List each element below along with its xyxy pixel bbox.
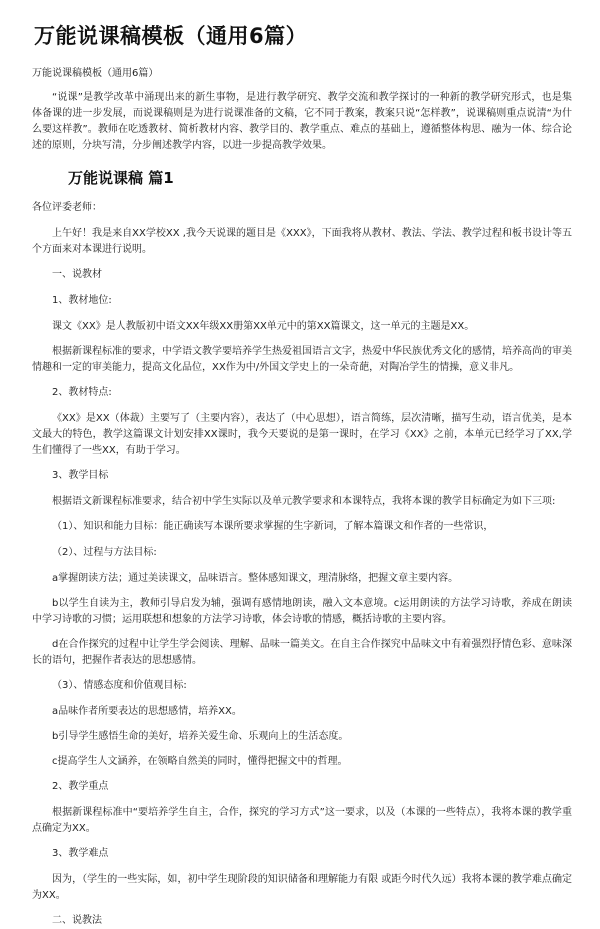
objective-emotion-a: a品味作者所要表达的思想感情，培养XX。 (52, 706, 242, 717)
objective-emotion-b: b引导学生感悟生命的美好，培养关爱生命、乐观向上的生活态度。 (52, 731, 349, 742)
document-title: 万能说课稿模板（通用6篇） (34, 24, 308, 48)
section-heading: 万能说课稿 篇1 (68, 169, 174, 187)
opening-paragraph: 上午好！我是来自XX学校XX ,我今天说课的题目是《XXX》，下面我将从教材、教法、学法、教学过程和板书设计等五个方面来对本课进行说明。 (32, 228, 572, 255)
paragraph-features: 《XX》是XX（体裁）主要写了（主要内容），表达了（中心思想），语言简练，层次清晰，描写生动，语言优美，是本文最大的特色，教学这篇课文计划安排XX课时，我今天要说的是第一课时，在学习《XX》之前，本单元已经学习了XX,学生们懂得了一些XX，有助于学习。 (32, 413, 572, 456)
heading-difficulties: 3、教学难点 (52, 848, 109, 859)
heading-features: 2、教材特点: (52, 387, 112, 398)
paragraph-difficulties: 因为，（学生的一些实际，如，初中学生现阶段的知识储备和理解能力有限 或距今时代久远）我将本课的教学难点确定为XX。 (32, 874, 572, 901)
intro-paragraph: “说课”是教学改革中涌现出来的新生事物，是进行教学研究、教学交流和教学探讨的一种新的教学研究形式，也是集体备课的进一步发展，而说课稿则是为进行说课准备的文稿，它不同于教案，教案只说“怎样教”，说课稿则重点说清“为什么要这样教”。教师在吃透教材、简析教材内容、教学目的、教学重点、难点的基础上，遵循整体构思、融为一体、综合论述的原则，分块写清，分步阐述教学内容，以进一步提高教学效果。 (32, 92, 572, 151)
objective-knowledge: （1）、知识和能力目标：能正确读写本课所要求掌握的生字新词，了解本篇课文和作者的一些常识， (52, 521, 494, 532)
objective-emotion-c: c提高学生人文涵养，在领略自然美的同时，懂得把握文中的哲理。 (52, 756, 348, 767)
objective-process: （2）、过程与方法目标: (52, 547, 157, 558)
objective-emotion: （3）、情感态度和价值观目标: (52, 680, 187, 691)
objective-process-d: d在合作探究的过程中让学生学会阅读、理解、品味一篇美文。在自主合作探究中品味文中有着强烈抒情色彩、意味深长的语句，把握作者表达的思想感情。 (32, 639, 572, 666)
heading-position: 1、教材地位: (52, 295, 112, 306)
greeting: 各位评委老师： (32, 202, 102, 213)
heading-teaching-methods: 二、说教法 (52, 915, 102, 926)
heading-key-points: 2、教学重点 (52, 781, 109, 792)
document-subtitle: 万能说课稿模板（通用6篇） (32, 68, 159, 79)
paragraph-standard: 根据新课程标准的要求，中学语文教学要培养学生热爱祖国语言文字，热爱中华民族优秀文化的感情，培养高尚的审美情趣和一定的审美能力，提高文化品位，XX作为中/外国文学史上的一朵奇葩，对陶冶学生的情操，意义非凡。 (32, 346, 572, 373)
objective-process-b: b以学生自读为主，教师引导启发为辅，强调有感情地朗读，融入文本意境。c运用朗读的方法学习诗歌，养成在朗读中学习诗歌的习惯；运用联想和想象的方法学习诗歌，体会诗歌的情感，概括诗歌的主要内容。 (32, 598, 572, 625)
paragraph-position: 课文《XX》是人教版初中语文XX年级XX册第XX单元中的第XX篇课文，这一单元的主题是XX。 (52, 321, 475, 332)
heading-objectives: 3、教学目标 (52, 470, 109, 481)
objective-process-a: a掌握朗读方法；通过美读课文，品味语言。整体感知课文，理清脉络，把握文章主要内容。 (52, 573, 459, 584)
heading-textbook: 一、说教材 (52, 269, 102, 280)
paragraph-key-points: 根据新课程标准中“要培养学生自主，合作，探究的学习方式”这一要求，以及（本课的一些特点），我将本课的教学重点确定为XX。 (32, 807, 572, 834)
paragraph-objectives: 根据语文新课程标准要求，结合初中学生实际以及单元教学要求和本课特点，我将本课的教学目标确定为如下三项: (52, 496, 556, 507)
